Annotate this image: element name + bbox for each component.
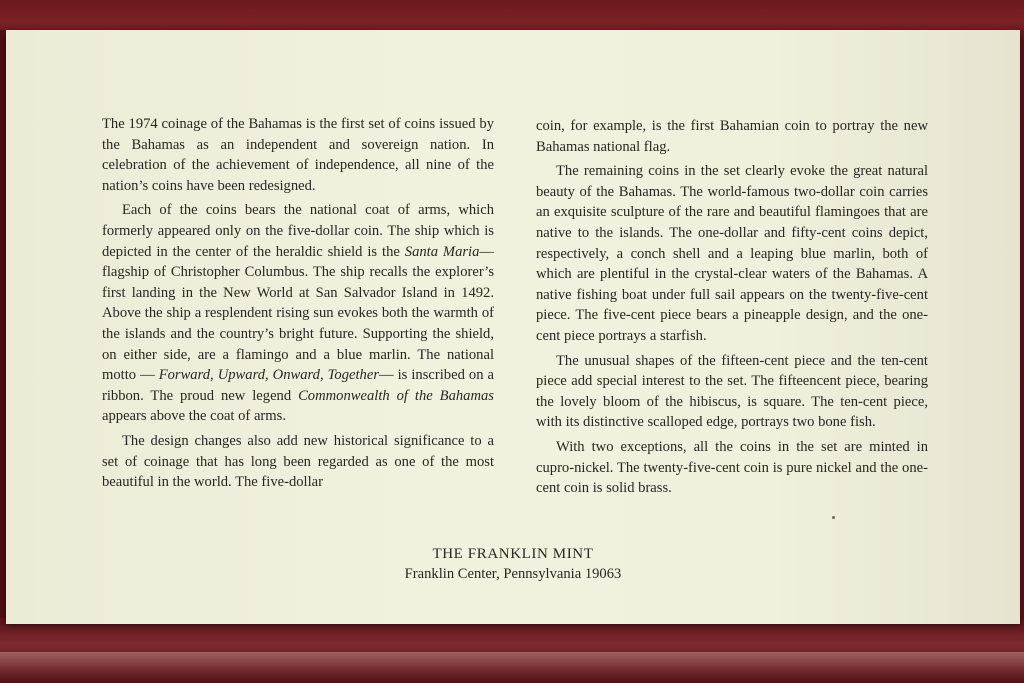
- text-segment: — is inscribed on a ribbon. The proud new legend: [102, 367, 494, 404]
- text-segment: — flagship of Christopher Columbus. The ship recalls the explorer’s first landing in the New World at San Salvador Island in 1492. Above the ship a resplendent rising sun evokes both the warmth of the islands and the country’s bright future. Supporting the shield, on either side, are a flamingo and a blue marlin. The national motto —: [102, 243, 494, 384]
- plastic-sleeve-edge: [0, 652, 1024, 683]
- publisher-footer: [6, 544, 1020, 584]
- paragraph-remaining-coins: The remaining coins in the set clearly evoke the great natural beauty of the Bahamas. The world-famous two-dollar coin carries an exquisite sculpture of the rare and beautiful flamingoes that are native to the islands. The one-dollar and fifty-cent coins depict, respectively, a conch shell and a leaping blue marlin, both of which are plentiful in the crystal-clear waters of the Bahamas. A native fishing boat under full sail appears on the twenty-five-cent piece. The five-cent piece bears a pineapple design, and the one-cent piece portrays a starfish.: [536, 163, 928, 344]
- italic-national-motto: Forward, Upward, Onward, Together: [158, 367, 380, 384]
- text-segment: appears above the coat of arms.: [102, 408, 286, 425]
- paragraph-design-changes: The design changes also add new historical significance to a set of coinage that has long been regarded as one of the most beautiful in the world. The five-dollar: [102, 432, 494, 491]
- italic-legend: Commonwealth of the Bahamas: [298, 387, 494, 404]
- text-segment: Each of the coins bears the national coat of arms, which formerly appeared only on the five-dollar coin. The ship which is depicted in the center of the heraldic shield is the: [102, 202, 494, 260]
- paragraph-metals: With two exceptions, all the coins in the set are minted in cupro-nickel. The twenty-five-cent coin is pure nickel and the one-cent coin is solid brass.: [536, 438, 928, 497]
- publisher-address: Franklin Center, Pennsylvania 19063: [404, 566, 622, 582]
- text-column-left: [102, 114, 494, 497]
- paragraph-continued: coin, for example, is the first Bahamian coin to portray the new Bahamas national flag.: [536, 118, 928, 155]
- paragraph-intro: The 1974 coinage of the Bahamas is the first set of coins issued by the Bahamas as an independent and sovereign nation. In celebration of the achievement of independence, all nine of the nation’s coins have been redesigned.: [102, 116, 494, 194]
- italic-ship-name: Santa Maria: [404, 243, 480, 260]
- insert-card: [6, 30, 1020, 624]
- publisher-name: THE FRANKLIN MINT: [432, 546, 594, 562]
- text-column-right: [536, 116, 928, 503]
- paragraph-unusual-shapes: The unusual shapes of the fifteen-cent piece and the ten-cent piece add special interest to the set. The fifteencent piece, bearing the lovely bloom of the hibiscus, is square. The ten-cent piece, with its distinctive scalloped edge, portrays two bone fish.: [536, 352, 928, 431]
- paper-speck: [832, 516, 835, 519]
- paragraph-coat-of-arms: [102, 200, 494, 427]
